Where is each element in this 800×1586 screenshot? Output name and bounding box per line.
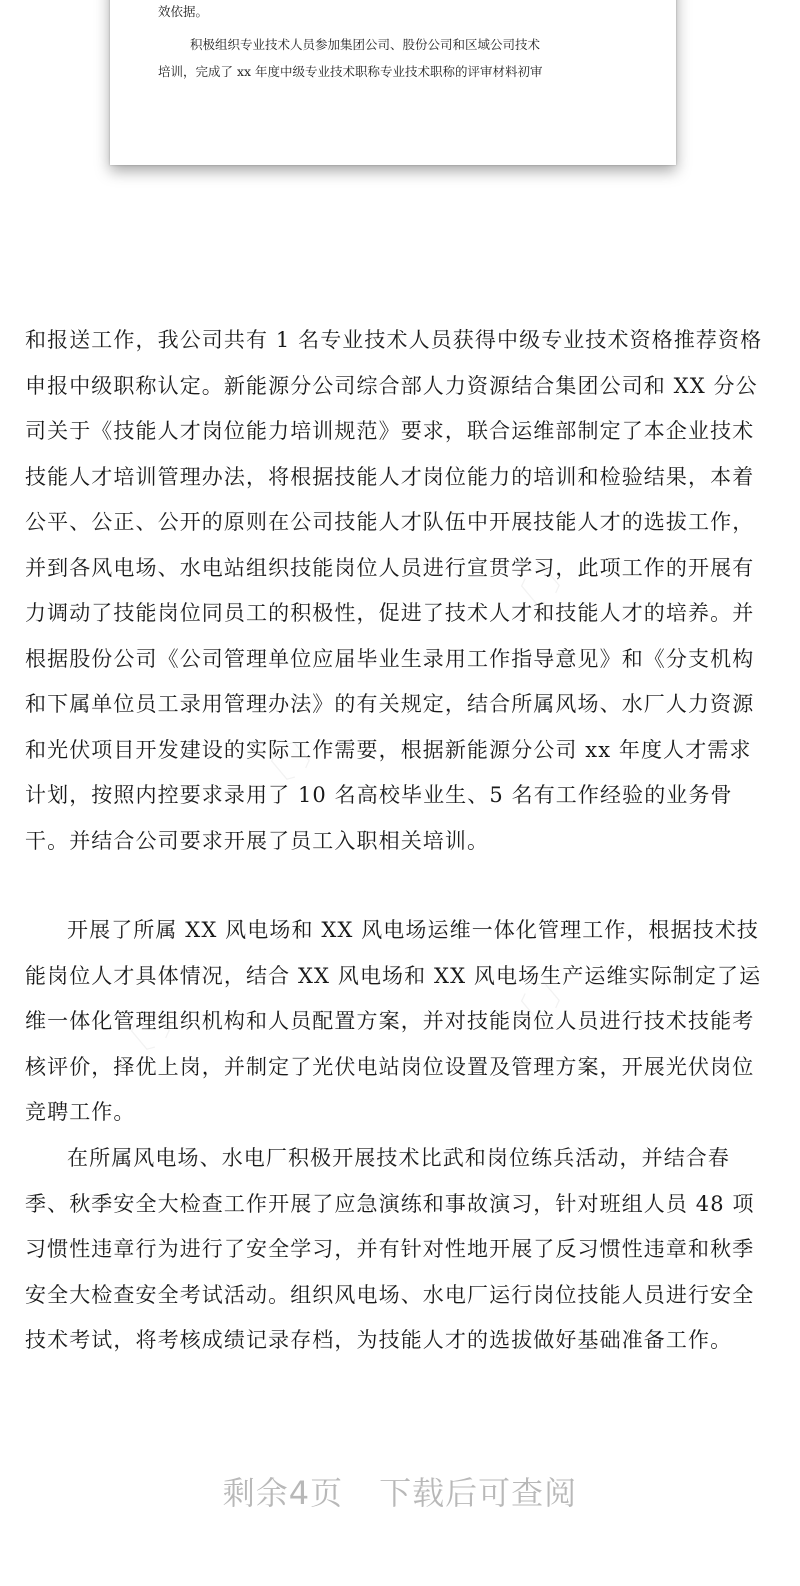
preview-line: 效依据。 (158, 4, 209, 19)
document-paragraph (25, 908, 770, 1136)
document-paragraph (25, 1136, 770, 1364)
watermark-mark: 〔 〕 (498, 546, 585, 628)
download-banner[interactable] (0, 1468, 800, 1514)
paragraph-text: 在所属风电场、水电厂积极开展技术比武和岗位练兵活动，并结合春季、秋季安全大检查工作开展了应急演练和事故演习，针对班组人员 48 项习惯性违章行为进行了安全学习，并有针对性地开展了反习惯性违章和秋季安全大检查安全考试活动。组织风电场、水电厂运行岗位技能人员进行安全技术考试，将考核成绩记录存档，为技能人才的选拔做好基础准备工作。 (25, 1146, 755, 1352)
remaining-pages-label: 剩余4页 (222, 1474, 344, 1512)
document-paragraph (25, 318, 770, 864)
watermark-mark: 〔 〕 (498, 961, 585, 1043)
preview-line: 培训，完成了 xx 年度中级专业技术职称专业技术职称的评审材料初审 (158, 64, 543, 79)
preview-line: 积极组织专业技术人员参加集团公司、股份公司和区域公司技术 (190, 37, 541, 52)
watermark-mark: 〔 〕 (108, 991, 195, 1073)
preview-page-card (110, 0, 676, 165)
paragraph-text: 开展了所属 XX 风电场和 XX 风电场运维一体化管理工作，根据技术技能岗位人才具体情况，结合 XX 风电场和 XX 风电场生产运维实际制定了运维一体化管理组织机构和人员配置方案，并对技能岗位人员进行技术技能考核评价，择优上岗，并制定了光伏电站岗位设置及管理方案，开展光伏岗位竞聘工作。 (25, 918, 762, 1124)
download-hint-label: 下载后可查阅 (379, 1474, 578, 1512)
paragraph-text: 和报送工作，我公司共有 1 名专业技术人员获得中级专业技术资格推荐资格申报中级职称认定。新能源分公司综合部人力资源结合集团公司和 XX 分公司关于《技能人才岗位能力培训规范》要求，联合运维部制定了本企业技术技能人才培训管理办法，将根据技能人才岗位能力的培训和检验结果，本着公平、公正、公开的原则在公司技能人才队伍中开展技能人才的选拔工作，并到各风电场、水电站组织技能岗位人员进行宣贯学习，此项工作的开展有力调动了技能岗位同员工的积极性，促进了技术人才和技能人才的培养。并根据股份公司《公司管理单位应届毕业生录用工作指导意见》和《分支机构和下属单位员工录用管理办法》的有关规定，结合所属风场、水厂人力资源和光伏项目开发建设的实际工作需要，根据新能源分公司 xx 年度人才需求计划，按照内控要求录用了 10 名高校毕业生、5 名有工作经验的业务骨干。并结合公司要求开展了员工入职相关培训。 (25, 328, 763, 853)
watermark-mark: 〔 〕 (248, 721, 335, 803)
